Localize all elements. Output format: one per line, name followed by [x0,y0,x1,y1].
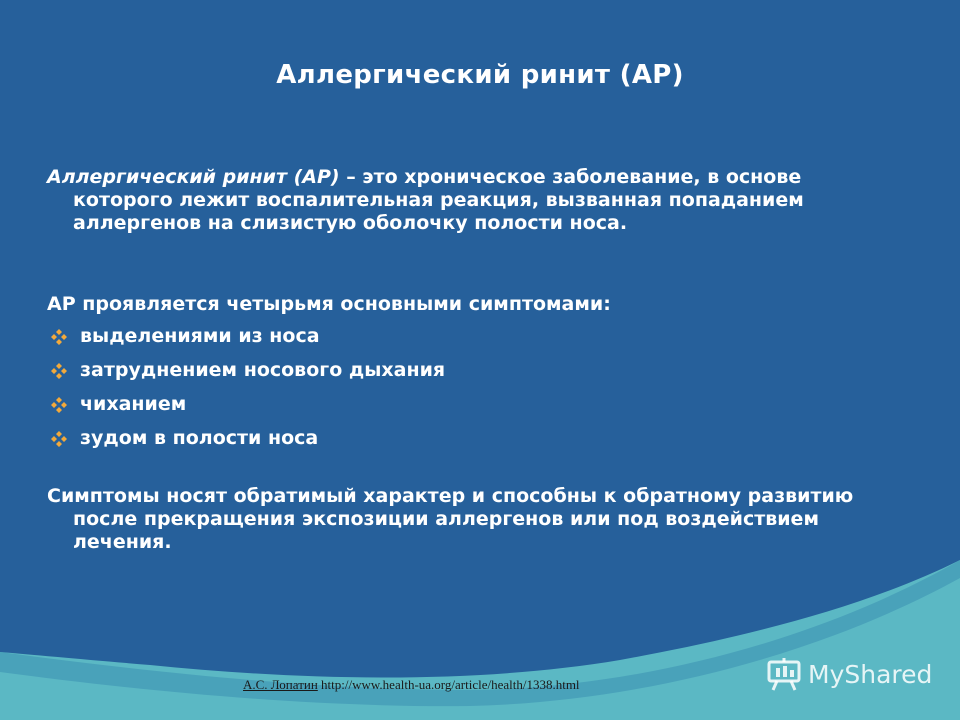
list-item [47,427,887,461]
source-citation [243,677,580,693]
diamond-bullet-icon [51,431,67,447]
symptom-text: выделениями из носа [80,325,320,347]
watermark-text: MyShared [808,659,933,689]
symptoms-list [47,325,887,461]
definition-term: Аллергический ринит (АР) [47,166,340,188]
source-url: http://www.health-ua.org/article/health/1338.html [317,677,580,692]
symptom-text: затруднением носового дыхания [80,359,446,381]
diamond-bullet-icon [51,397,67,413]
source-author-link[interactable]: А.С. Лопатин [243,677,318,692]
symptom-text: зудом в полости носа [80,427,319,449]
summary-paragraph: Симптомы носят обратимый характер и способны к обратному развитию после прекращения экспозиции аллергенов или под воздействием лечения. [47,485,854,553]
definition-text: – это хроническое заболевание, в основе которого лежит воспалительная реакция, вызванная попаданием аллергенов на слизистую оболочку полости носа. [73,166,804,234]
slide-title: Аллергический ринит (АР) [276,60,684,90]
watermark [766,655,932,693]
presentation-board-icon [766,657,802,691]
definition-paragraph [47,166,887,235]
list-item [47,393,887,427]
list-item [47,359,887,393]
symptom-text: чиханием [80,393,187,415]
list-item [47,325,887,359]
symptoms-intro: АР проявляется четырьмя основными симптомами: [47,293,611,315]
slide-body [47,166,887,554]
diamond-bullet-icon [51,329,67,345]
diamond-bullet-icon [51,363,67,379]
